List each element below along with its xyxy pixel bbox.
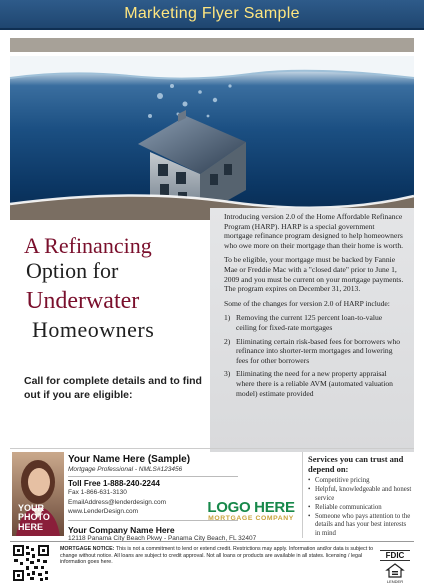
agent-title: Mortgage Professional - NMLS#123456	[68, 466, 183, 473]
agent-photo-placeholder	[12, 452, 64, 536]
qr-code-icon[interactable]	[12, 544, 50, 582]
logo-sub-text: MORTGAGE COMPANY	[208, 515, 294, 522]
harp-info-text	[224, 212, 404, 402]
mortgage-notice	[60, 546, 376, 566]
fax-number: Fax 1-866-631-3130	[68, 489, 127, 496]
photo-label-line: PHOTO	[18, 512, 50, 522]
toll-free-phone[interactable]: Toll Free 1-888-240-2244	[68, 479, 160, 488]
page-title: Marketing Flyer Sample	[124, 5, 300, 22]
bullet-icon: •	[308, 503, 311, 511]
harp-intro: Introducing version 2.0 of the Home Affordable Refinance Program (HARP). HARP is a special government mortgage refinance program designed to help homeowners who owe more on their mortgage than their home is worth.	[224, 212, 404, 250]
service-text: Someone who pays attention to the details and has your best interests in mind	[315, 513, 411, 537]
list-item	[308, 477, 412, 485]
fdic-badge-icon: FDIC	[380, 550, 410, 561]
underwater-house-illustration	[10, 56, 414, 220]
top-accent-bar	[10, 38, 414, 52]
flyer-headline	[24, 234, 204, 342]
company-logo-placeholder	[206, 500, 296, 522]
harp-change-text: Eliminating certain risk-based fees for borrowers who refinance into shorter-term mortgages and lowering fees for other borrowers	[236, 336, 401, 365]
notice-label: MORTGAGE NOTICE:	[60, 546, 115, 552]
company-address: 12118 Panama City Beach Pkwy - Panama City Beach, FL 32407	[68, 534, 257, 542]
contact-rule	[68, 476, 238, 477]
services-list	[308, 477, 412, 538]
headline-line-2: Option for	[26, 258, 119, 283]
headline-line-1: A Refinancing	[24, 233, 152, 258]
services-heading: Services you can trust and depend on:	[308, 454, 404, 474]
hero-image-underwater-house	[10, 56, 414, 220]
harp-changes-list	[224, 313, 404, 398]
flyer	[10, 38, 414, 584]
company-name: Your Company Name Here	[68, 524, 175, 535]
services-block	[308, 454, 412, 539]
footer-rule	[10, 541, 414, 542]
harp-change-item	[224, 369, 404, 398]
vertical-divider	[302, 452, 303, 538]
email-link[interactable]: EmailAddress@lenderdesign.com	[68, 498, 167, 506]
list-item	[308, 486, 412, 503]
service-text: Helpful, knowledgeable and honest service	[315, 486, 412, 502]
service-text: Competitive pricing	[315, 477, 370, 484]
contact-block	[68, 454, 268, 542]
equal-housing-label: LENDER	[386, 579, 404, 584]
harp-change-item	[224, 337, 404, 366]
notice-text: This is not a commitment to lend or extend credit. Restrictions may apply. Information and/or data is subject to change without notice. All loans are subject to credit approval. Not all loans or products are available in all states. licensing / legal information goes here.	[60, 546, 374, 566]
service-text: Reliable communication	[315, 503, 382, 511]
harp-change-number: 2)	[224, 336, 231, 346]
harp-change-number: 3)	[224, 369, 231, 379]
harp-changes-heading: Some of the changes for version 2.0 of HARP include:	[224, 298, 390, 308]
list-item	[308, 504, 412, 512]
title-bar	[0, 0, 424, 30]
harp-change-text: Eliminating the need for a new property appraisal where there is a reliable AVM (automated valuation model) estimate provided	[236, 369, 393, 398]
headline-line-4: Homeowners	[32, 317, 155, 342]
headline-line-3: Underwater	[26, 288, 140, 314]
harp-change-number: 1)	[224, 313, 231, 323]
photo-label	[18, 504, 50, 533]
section-divider	[10, 448, 414, 449]
bullet-icon: •	[308, 486, 311, 494]
equal-housing-lender-icon	[386, 563, 404, 579]
harp-change-text: Removing the current 125 percent loan-to-value ceiling for fixed-rate mortgages	[236, 313, 383, 332]
harp-change-item	[224, 313, 404, 332]
bullet-icon: •	[308, 513, 311, 521]
photo-label-line: HERE	[18, 521, 44, 532]
logo-main-text: LOGO HERE	[207, 499, 295, 516]
agent-name: Your Name Here (Sample)	[68, 454, 191, 465]
compliance-badges	[380, 546, 410, 584]
list-item	[308, 513, 412, 538]
photo-label-line: YOUR	[18, 502, 45, 513]
call-to-action: Call for complete details and to find out if you are eligible:	[24, 375, 202, 401]
harp-eligibility: To be eligible, your mortgage must be backed by Fannie Mae or Freddie Mac with a "closed date" prior to June 1, 2009 and you must be current on your mortgage payments. The program expires on December 31, 2013.	[224, 255, 404, 294]
website-link[interactable]: www.LenderDesign.com	[68, 508, 139, 515]
bullet-icon: •	[308, 477, 311, 484]
